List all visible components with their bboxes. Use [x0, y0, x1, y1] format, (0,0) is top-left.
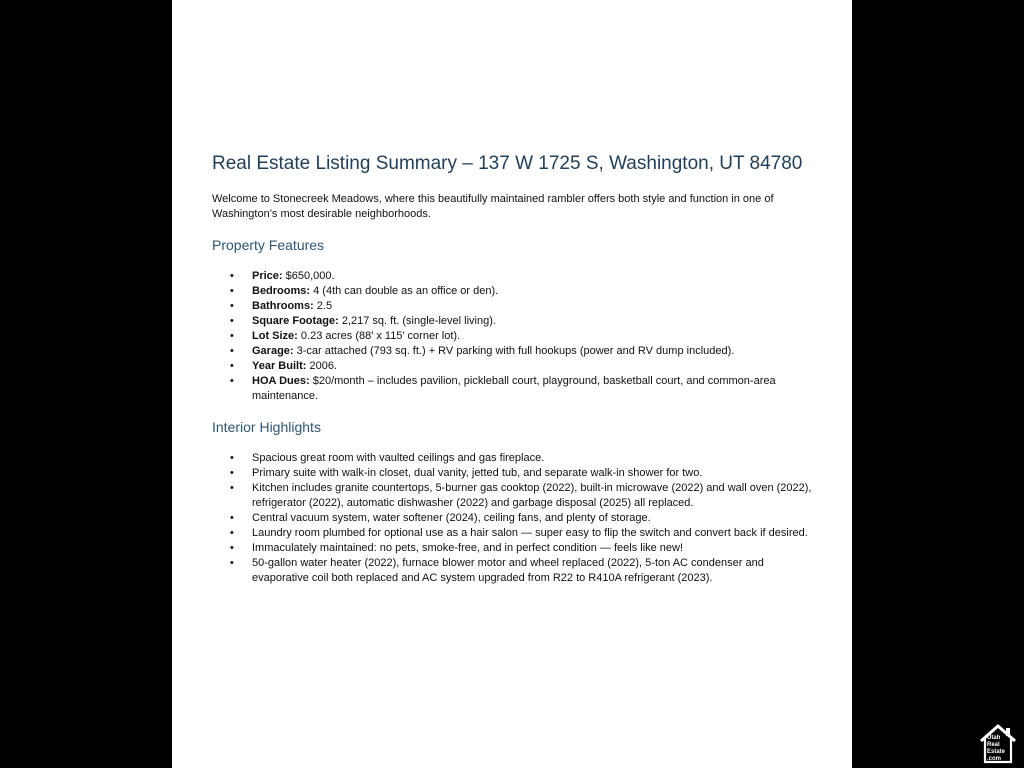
interior-highlights-heading: Interior Highlights [212, 419, 321, 435]
feature-label: HOA Dues: [252, 375, 310, 387]
feature-value: 0.23 acres (88′ x 115′ corner lot). [297, 330, 461, 342]
bullet-icon: • [230, 375, 234, 387]
feature-item [212, 374, 812, 404]
feature-label: Bedrooms: [252, 285, 311, 297]
feature-label: Price: [252, 270, 283, 282]
logo-wordmark: Utah Real Estate .com [987, 735, 1006, 762]
feature-label: Garage: [252, 345, 294, 357]
highlight-item [212, 451, 812, 466]
bullet-icon: • [230, 542, 234, 554]
bullet-icon: • [230, 482, 234, 494]
highlight-item [212, 466, 812, 481]
bullet-icon: • [230, 330, 234, 342]
feature-label: Lot Size: [252, 330, 298, 342]
highlight-text: 50-gallon water heater (2022), furnace blower motor and wheel replaced (2022), 5-ton AC condenser and evaporative coil both replaced and AC system upgraded from R22 to R410A refrigerant (2023). [252, 557, 764, 584]
bullet-icon: • [230, 345, 234, 357]
feature-value: 4 (4th can double as an office or den). [310, 285, 499, 297]
bullet-icon: • [230, 452, 234, 464]
highlight-item [212, 511, 812, 526]
bullet-icon: • [230, 315, 234, 327]
feature-item [212, 329, 812, 344]
feature-value: 3-car attached (793 sq. ft.) + RV parking with full hookups (power and RV dump included). [293, 345, 735, 357]
bullet-icon: • [230, 300, 234, 312]
page-title: Real Estate Listing Summary – 137 W 1725 S, Washington, UT 84780 [212, 153, 803, 174]
intro-paragraph: Welcome to Stonecreek Meadows, where this beautifully maintained rambler offers both style and function in one of Washington’s most desirable neighborhoods. [212, 193, 774, 220]
highlight-item [212, 481, 812, 511]
bullet-icon: • [230, 512, 234, 524]
feature-item [212, 314, 812, 329]
bullet-icon: • [230, 467, 234, 479]
feature-label: Square Footage: [252, 315, 339, 327]
feature-item [212, 269, 812, 284]
feature-value: 2006. [306, 360, 337, 372]
bullet-icon: • [230, 557, 234, 569]
document-page [172, 0, 852, 768]
bullet-icon: • [230, 270, 234, 282]
feature-item [212, 299, 812, 314]
highlight-text: Spacious great room with vaulted ceilings and gas fireplace. [252, 452, 545, 464]
feature-item [212, 359, 812, 374]
feature-value: $20/month – includes pavilion, pickleball court, playground, basketball court, and common-area maintenance. [252, 375, 776, 402]
house-logo-icon [978, 722, 1018, 764]
highlight-text: Central vacuum system, water softener (2024), ceiling fans, and plenty of storage. [252, 512, 651, 524]
feature-item [212, 344, 812, 359]
property-features-list [212, 269, 812, 404]
feature-value: $650,000. [282, 270, 335, 282]
feature-item [212, 284, 812, 299]
highlight-text: Immaculately maintained: no pets, smoke-free, and in perfect condition — feels like new! [252, 542, 684, 554]
highlight-text: Laundry room plumbed for optional use as a hair salon — super easy to flip the switch and convert back if desired. [252, 527, 808, 539]
interior-highlights-list [212, 451, 812, 586]
bullet-icon: • [230, 285, 234, 297]
bullet-icon: • [230, 360, 234, 372]
highlight-text: Primary suite with walk-in closet, dual vanity, jetted tub, and separate walk-in shower for two. [252, 467, 703, 479]
document-content [212, 152, 812, 600]
highlight-item [212, 556, 812, 586]
feature-value: 2,217 sq. ft. (single-level living). [338, 315, 496, 327]
bullet-icon: • [230, 527, 234, 539]
highlight-item [212, 541, 812, 556]
feature-value: 2.5 [313, 300, 333, 312]
feature-label: Bathrooms: [252, 300, 314, 312]
highlight-text: Kitchen includes granite countertops, 5-burner gas cooktop (2022), built-in microwave (2022) and wall oven (2022), refrigerator (2022), automatic dishwasher (2022) and garbage disposal (2025) all replaced. [252, 482, 812, 509]
property-features-heading: Property Features [212, 237, 325, 253]
highlight-item [212, 526, 812, 541]
feature-label: Year Built: [252, 360, 307, 372]
